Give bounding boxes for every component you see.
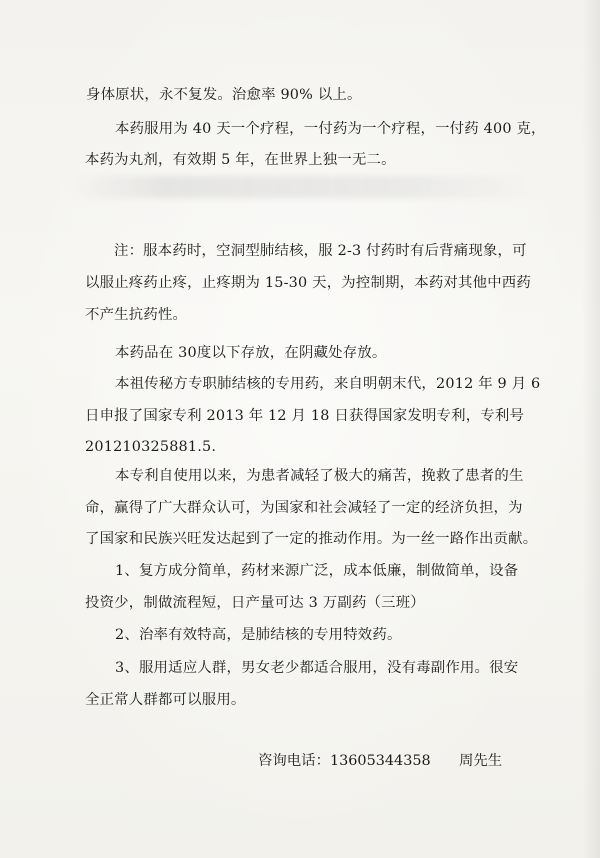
paragraph-8-line-1: 全正常人群都可以服用。 — [85, 692, 246, 708]
paragraph-5-line-1: 命，赢得了广大群众认可，为国家和社会减轻了一定的经济负担，为 — [85, 500, 523, 516]
paragraph-4-line-1: 日申报了国家专利 2013 年 12 月 18 日获得国家发明专利，专利号 — [85, 408, 525, 424]
contact-phone: 咨询电话：13605344358 — [258, 753, 431, 769]
paragraph-1-line-0: 本药服用为 40 天一个疗程，一付药为一个疗程，一付药 400 克， — [115, 121, 546, 137]
paragraph-6-line-0: 1、复方成分简单，药材来源广泛，成本低廉，制做简单，设备 — [115, 563, 519, 579]
paragraph-1-line-1: 本药为丸剂，有效期 5 年，在世界上独一无二。 — [85, 152, 396, 168]
paragraph-2-line-2: 不产生抗药性。 — [85, 307, 188, 323]
contact-name: 周先生 — [459, 753, 503, 769]
paragraph-4-line-2: 201210325881.5. — [85, 439, 217, 455]
paragraph-0-line-0: 身体原状，永不复发。治愈率 90% 以上。 — [86, 87, 362, 103]
paragraph-8-line-0: 3、服用适应人群，男女老少都适合服用，没有毒副作用。很安 — [115, 660, 519, 676]
paragraph-3-line-0: 本药品在 30度以下存放，在阴藏处存放。 — [115, 345, 387, 361]
paragraph-7-line-0: 2、治率有效特高，是肺结核的专用特效药。 — [115, 627, 402, 643]
paragraph-5-line-2: 了国家和民族兴旺发达起到了一定的推动作用。为一丝一路作出贡献。 — [85, 531, 538, 547]
paragraph-4-line-0: 本祖传秘方专职肺结核的专用药，来自明朝末代，2012 年 9 月 6 — [115, 376, 541, 392]
scan-smudge — [70, 176, 540, 198]
paragraph-2-line-0: 注：服本药时，空洞型肺结核，服 2-3 付药时有后背痛现象，可 — [114, 243, 527, 259]
paragraph-5-line-0: 本专利自使用以来，为患者减轻了极大的痛苦，挽救了患者的生 — [115, 468, 524, 484]
scan-edge-shadow — [582, 0, 600, 858]
paragraph-2-line-1: 以服止疼药止疼，止疼期为 15-30 天，为控制期，本药对其他中西药 — [85, 275, 531, 291]
paragraph-6-line-1: 投资少，制做流程短，日产量可达 3 万副药（三班） — [85, 595, 425, 611]
